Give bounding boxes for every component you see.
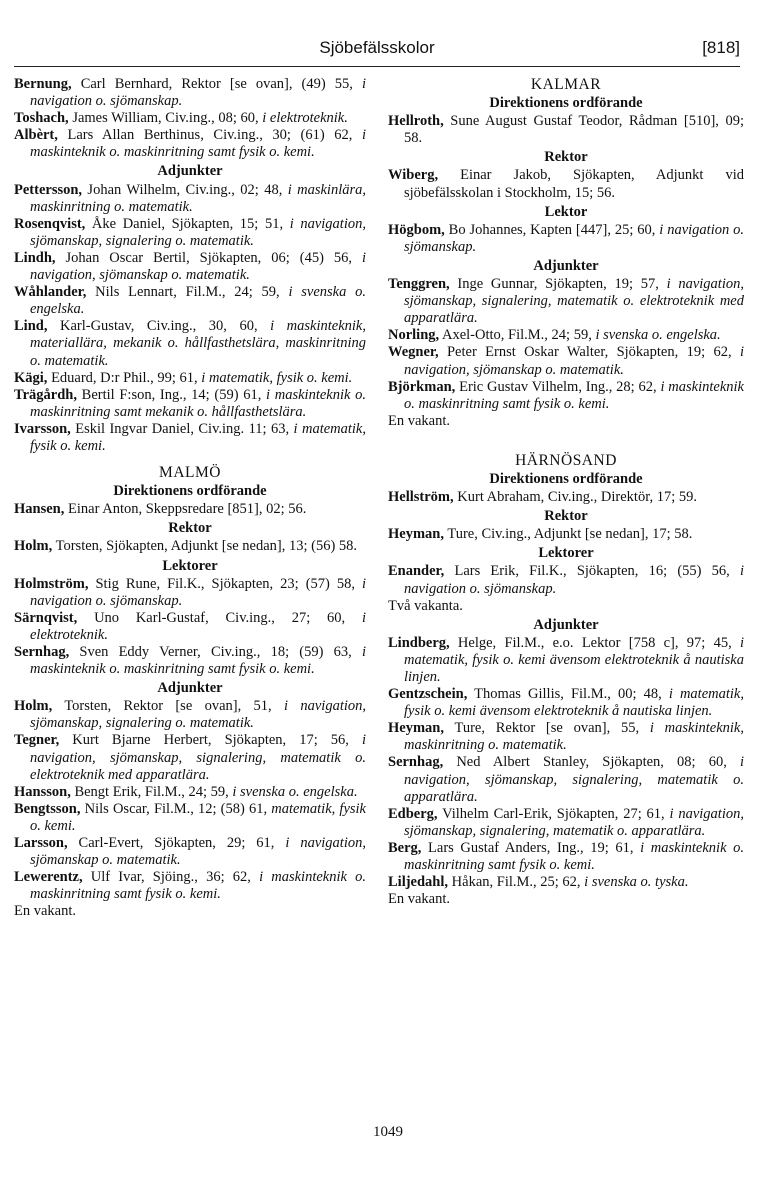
person-entry xyxy=(388,635,744,686)
person-details: Håkan, Fil.M., 25; 62, xyxy=(448,874,585,891)
person-name: Björkman, xyxy=(388,378,456,395)
person-name: Lindh, xyxy=(14,249,56,266)
teaching-subjects: i matematik, fysik o. kemi. xyxy=(30,420,366,454)
person-details: Helge, Fil.M., e.o. Lektor [758 c], 97; 45, xyxy=(449,634,740,651)
person-name: Rosenqvist, xyxy=(14,215,86,232)
person-name: Norling, xyxy=(388,327,440,344)
section-heading-lektor: Lektor xyxy=(544,203,588,220)
vacancy-note: En vakant. xyxy=(14,903,77,920)
person-details: Bertil F:son, Ing., 14; (59) 61, xyxy=(76,386,267,403)
person-name: Lind, xyxy=(14,318,48,335)
teaching-subjects: i maskinteknik o. maskinritning samt fysik o. kemi. xyxy=(30,869,366,903)
person-entry xyxy=(388,379,744,413)
person-details: Nils Oscar, Fil.M., 12; (58) 61, xyxy=(80,800,272,817)
person-name: Pettersson, xyxy=(14,181,83,198)
person-name: Sernhag, xyxy=(14,644,70,660)
person-name: Sernhag, xyxy=(388,754,444,771)
person-name: Bengtsson, xyxy=(14,800,81,817)
section-heading-adjunkter: Adjunkter xyxy=(533,616,599,633)
city-heading-kalmar: KALMAR xyxy=(530,76,602,93)
person-details: Carl-Evert, Sjökapten, 29; 61, xyxy=(67,835,286,852)
person-details: Johan Wilhelm, Civ.ing., 02; 48, xyxy=(82,181,288,198)
person-entry xyxy=(14,421,366,455)
teaching-subjects: i navigation, sjömanskap, signalering o. matematik. xyxy=(30,698,366,732)
teaching-subjects: i maskinteknik, maskinritning o. matematik. xyxy=(404,720,744,754)
section-heading-direktion: Direktionens ordförande xyxy=(489,470,643,487)
person-details: Sven Eddy Verner, Civ.ing., 18; (59) 63, xyxy=(69,644,362,660)
person-entry xyxy=(14,76,366,110)
person-entry xyxy=(14,387,366,421)
person-entry xyxy=(14,370,366,387)
person-details: Ture, Civ.ing., Adjunkt [se nedan], 17; 58. xyxy=(443,526,693,543)
teaching-subjects: i maskinlära, maskinritning o. matematik. xyxy=(30,181,366,215)
teaching-subjects: i navigation, sjömanskap o. matematik. xyxy=(404,344,744,378)
person-details: Axel-Otto, Fil.M., 24; 59, xyxy=(439,327,596,344)
person-details: Eduard, D:r Phil., 99; 61, xyxy=(47,369,202,386)
teaching-subjects: i matematik, fysik o. kemi ävensom elektroteknik å nautiska linjen. xyxy=(404,686,744,720)
person-name: Gentzschein, xyxy=(388,686,468,703)
teaching-subjects: i svenska o. tyska. xyxy=(584,874,689,891)
teaching-subjects: i navigation, sjömanskap, signalering, matematik o. elektroteknik med apparatlära. xyxy=(30,732,366,783)
person-details: Ture, Rektor [se ovan], 55, xyxy=(443,720,650,737)
person-entry xyxy=(388,113,744,147)
person-entry xyxy=(388,840,744,874)
person-name: Wiberg, xyxy=(388,167,439,184)
person-entry xyxy=(14,698,366,732)
city-heading-harnosand: HÄRNÖSAND xyxy=(515,451,617,469)
person-name: Lewerentz, xyxy=(14,869,83,886)
person-entry xyxy=(388,489,744,506)
entry-list xyxy=(14,76,366,161)
entry-list xyxy=(388,167,744,201)
teaching-subjects: i elektroteknik. xyxy=(30,609,366,643)
teaching-subjects: i navigation o. sjömanskap. xyxy=(404,221,744,255)
person-name: Liljedahl, xyxy=(388,874,449,891)
person-name: Lindberg, xyxy=(388,634,450,651)
person-details: Lars Gustaf Anders, Ing., 19; 61, xyxy=(421,839,641,856)
section-heading-adjunkter: Adjunkter xyxy=(157,680,223,697)
vacancy-note: Två vakanta. xyxy=(388,597,463,614)
teaching-subjects: i navigation o. sjömanskap. xyxy=(30,76,366,110)
entry-list xyxy=(14,576,366,679)
entry-list xyxy=(388,113,744,147)
page-reference: [818] xyxy=(702,38,740,57)
person-entry xyxy=(388,222,744,256)
city-heading-malmo: MALMÖ xyxy=(159,464,221,482)
person-details: James William, Civ.ing., 08; 60, xyxy=(68,110,263,127)
person-name: Tenggren, xyxy=(388,276,450,293)
person-entry xyxy=(388,563,744,597)
teaching-subjects: i matematik, fysik o. kemi. xyxy=(201,369,353,386)
person-entry xyxy=(14,501,366,518)
entry-list xyxy=(388,222,744,256)
header-rule xyxy=(14,66,740,67)
section-heading-lektorer: Lektorer xyxy=(538,545,594,562)
person-details: Carl Bernhard, Rektor [se ovan], (49) 55, xyxy=(71,76,362,92)
person-details: Bo Johannes, Kapten [447], 25; 60, xyxy=(444,221,660,238)
teaching-subjects: i navigation, sjömanskap, signalering o. matematik. xyxy=(30,215,366,249)
entry-list xyxy=(388,563,744,597)
page-number: 1049 xyxy=(373,1124,403,1140)
vacancy-note: En vakant. xyxy=(388,412,451,429)
person-name: Toshach, xyxy=(14,110,69,127)
person-entry xyxy=(388,754,744,805)
person-entry xyxy=(14,869,366,903)
person-details: Lars Erik, Fil.K., Sjökapten, 16; (55) 56, xyxy=(444,563,740,580)
person-name: Wegner, xyxy=(388,344,439,361)
person-name: Heyman, xyxy=(388,720,444,737)
person-entry xyxy=(388,874,744,891)
entry-list xyxy=(388,276,744,413)
page-header xyxy=(14,34,740,64)
person-entry xyxy=(14,318,366,369)
section-heading-direktion: Direktionens ordförande xyxy=(489,95,643,112)
person-details: Nils Lennart, Fil.M., 24; 59, xyxy=(86,284,289,301)
entry-list xyxy=(14,538,366,555)
person-entry xyxy=(388,167,744,201)
person-details: Inge Gunnar, Sjökapten, 19; 57, xyxy=(449,276,667,293)
person-name: Edberg, xyxy=(388,805,438,822)
person-entry xyxy=(388,526,744,543)
section-heading-adjunkter: Adjunkter xyxy=(533,257,599,274)
person-entry xyxy=(14,835,366,869)
person-entry xyxy=(14,801,366,835)
person-details: Stig Rune, Fil.K., Sjökapten, 23; (57) 58, xyxy=(88,575,362,592)
teaching-subjects: i matematik, fysik o. kemi ävensom elektroteknik å nautiska linjen. xyxy=(404,634,744,685)
teaching-subjects: i navigation, sjömanskap, signalering, matematik o. apparatlära. xyxy=(404,754,744,805)
person-details: Vilhelm Carl-Erik, Sjökapten, 27; 61, xyxy=(437,805,670,822)
teaching-subjects: i maskinteknik o. maskinritning samt fysik o. kemi. xyxy=(30,127,366,161)
entry-list xyxy=(388,635,744,891)
teaching-subjects: i maskinteknik o. maskinritning samt fysik o. kemi. xyxy=(404,378,744,412)
entry-list xyxy=(388,526,744,543)
person-details: Ulf Ivar, Sjöing., 36; 62, xyxy=(82,869,260,886)
person-name: Holmström, xyxy=(14,575,89,592)
person-entry xyxy=(14,127,366,161)
teaching-subjects: i elektroteknik. xyxy=(262,110,348,127)
entry-list xyxy=(14,501,366,518)
entry-list xyxy=(14,698,366,903)
person-name: Holm, xyxy=(14,698,53,715)
person-name: Kägi, xyxy=(14,369,48,386)
person-details: Lars Allan Berthinus, Civ.ing., 30; (61) 62, xyxy=(57,127,362,144)
person-name: Wåhlander, xyxy=(14,284,87,301)
person-name: Ivarsson, xyxy=(14,420,71,437)
person-details: Peter Ernst Oskar Walter, Sjökapten, 19; 62, xyxy=(438,344,740,361)
teaching-subjects: i maskinteknik o. maskinritning samt mekanik o. hållfasthetslära. xyxy=(30,386,366,420)
running-title: Sjöbefälsskolor xyxy=(319,38,435,57)
person-name: Heyman, xyxy=(388,526,444,543)
section-heading-lektorer: Lektorer xyxy=(162,557,218,574)
person-entry xyxy=(14,182,366,216)
person-name: Hansson, xyxy=(14,783,71,800)
entry-list xyxy=(14,182,366,456)
teaching-subjects: i maskinteknik, materiallära, mekanik o. hållfasthetslära, maskinritning o. matematik. xyxy=(30,318,366,369)
teaching-subjects: i navigation, sjömanskap, signalering, matematik o. elektroteknik med apparatlära. xyxy=(404,276,744,327)
person-entry xyxy=(14,732,366,783)
teaching-subjects: i maskinteknik o. maskinritning samt fysik o. kemi. xyxy=(30,644,366,678)
person-name: Hellström, xyxy=(388,489,454,506)
teaching-subjects: matematik, fysik o. kemi. xyxy=(30,800,366,834)
teaching-subjects: i navigation, sjömanskap o. matematik. xyxy=(30,835,366,869)
person-details: Ned Albert Stanley, Sjökapten, 08; 60, xyxy=(443,754,740,771)
person-entry xyxy=(14,250,366,284)
person-entry xyxy=(388,686,744,720)
person-name: Tegner, xyxy=(14,732,60,749)
person-entry xyxy=(388,276,744,327)
person-name: Särnqvist, xyxy=(14,609,78,626)
person-name: Bernung, xyxy=(14,76,72,92)
person-entry xyxy=(14,576,366,610)
person-name: Högbom, xyxy=(388,221,445,238)
teaching-subjects: i svenska o. engelska. xyxy=(595,327,721,344)
section-heading-rektor: Rektor xyxy=(544,508,588,525)
person-name: Trägårdh, xyxy=(14,386,77,403)
entry-list xyxy=(388,489,744,506)
teaching-subjects: i maskinteknik o. maskinritning samt fysik o. kemi. xyxy=(404,839,744,874)
person-entry xyxy=(388,327,744,344)
person-details: Torsten, Sjökapten, Adjunkt [se nedan], 13; (56) 58. xyxy=(52,538,358,555)
teaching-subjects: i svenska o. engelska. xyxy=(232,783,358,800)
teaching-subjects: i navigation o. sjömanskap. xyxy=(404,563,744,597)
person-entry xyxy=(388,720,744,754)
person-entry xyxy=(14,610,366,644)
person-entry xyxy=(14,644,366,678)
person-entry xyxy=(14,284,366,318)
teaching-subjects: i navigation, sjömanskap, signalering, matematik o. apparatlära. xyxy=(404,805,744,839)
person-details: Einar Anton, Skeppsredare [851], 02; 56. xyxy=(64,501,307,518)
person-name: Hellroth, xyxy=(388,113,444,130)
left-column xyxy=(14,76,366,921)
person-entry xyxy=(14,784,366,801)
person-name: Enander, xyxy=(388,563,445,580)
teaching-subjects: i navigation, sjömanskap o. matematik. xyxy=(30,249,366,284)
person-details: Sune August Gustaf Teodor, Rådman [510], 09; 58. xyxy=(404,113,744,147)
teaching-subjects: i svenska o. engelska. xyxy=(30,284,366,318)
person-entry xyxy=(14,110,366,127)
person-details: Thomas Gillis, Fil.M., 00; 48, xyxy=(467,686,669,703)
person-name: Hansen, xyxy=(14,501,65,518)
section-heading-rektor: Rektor xyxy=(544,149,588,166)
section-heading-rektor: Rektor xyxy=(168,520,212,537)
person-name: Holm, xyxy=(14,538,53,555)
person-name: Albèrt, xyxy=(14,127,58,144)
section-heading-adjunkter: Adjunkter xyxy=(157,163,223,180)
person-details: Bengt Erik, Fil.M., 24; 59, xyxy=(70,783,233,800)
person-entry xyxy=(14,216,366,250)
person-details: Eskil Ingvar Daniel, Civ.ing. 11; 63, xyxy=(70,420,294,437)
person-details: Eric Gustav Vilhelm, Ing., 28; 62, xyxy=(455,378,661,395)
right-column xyxy=(388,76,744,908)
person-details: Torsten, Rektor [se ovan], 51, xyxy=(52,698,284,715)
person-details: Johan Oscar Bertil, Sjökapten, 06; (45) 56, xyxy=(55,249,362,266)
person-details: Einar Jakob, Sjökapten, Adjunkt vid sjöbefälsskolan i Stockholm, 15; 56. xyxy=(404,167,744,201)
vacancy-note: En vakant. xyxy=(388,891,451,908)
person-details: Uno Karl-Gustaf, Civ.ing., 27; 60, xyxy=(77,609,362,626)
section-heading-direktion: Direktionens ordförande xyxy=(113,483,267,500)
person-name: Larsson, xyxy=(14,835,68,852)
person-entry xyxy=(14,538,366,555)
person-entry xyxy=(388,344,744,378)
person-entry xyxy=(388,806,744,840)
person-details: Karl-Gustav, Civ.ing., 30, 60, xyxy=(47,318,271,335)
person-name: Berg, xyxy=(388,839,422,856)
person-details: Kurt Bjarne Herbert, Sjökapten, 17; 56, xyxy=(59,732,362,749)
teaching-subjects: i navigation o. sjömanskap. xyxy=(30,575,366,609)
person-details: Åke Daniel, Sjökapten, 15; 51, xyxy=(85,215,290,232)
person-details: Kurt Abraham, Civ.ing., Direktör, 17; 59. xyxy=(453,489,697,506)
